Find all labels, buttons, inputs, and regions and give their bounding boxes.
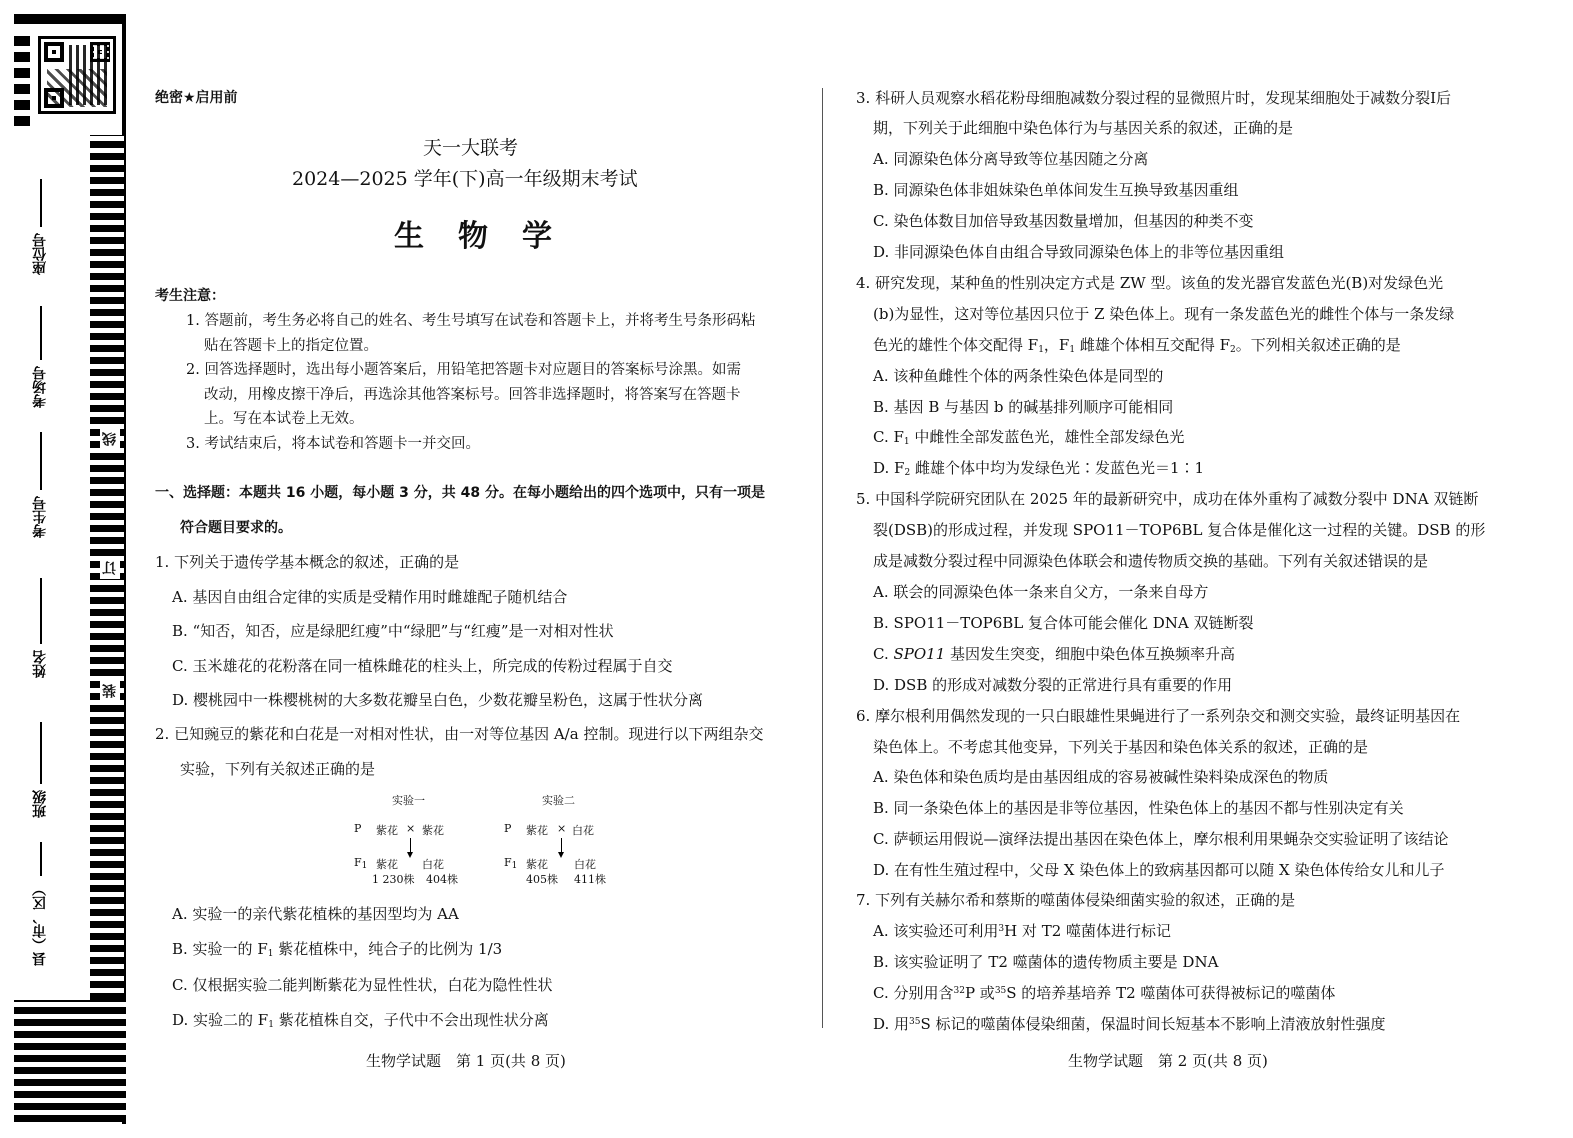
seal-mark-pack: 装 [100, 680, 120, 702]
exp2-f1-purple-count: 405株 [526, 873, 558, 886]
exp1-f1-white-count: 404株 [426, 873, 458, 886]
q4-option-b: B. 基因 B 与基因 b 的碱基排列顺序可能相同 [873, 398, 1174, 416]
name-label: 姓名 [32, 650, 48, 678]
exp1-f1-label: $F_1$ [354, 856, 368, 871]
exp1-f1-purple: 紫花 [376, 858, 398, 871]
exam-room-field[interactable] [30, 298, 50, 408]
exp2-f1-white-count: 411株 [574, 873, 606, 886]
class-field[interactable] [30, 700, 50, 818]
binding-top-bar [14, 14, 126, 24]
q1-option-b: B. “知否，知否，应是绿肥红瘦”中“绿肥”与“红瘦”是一对相对性状 [172, 622, 614, 640]
page-1-footer: 生物学试题 第 1 页(共 8 页) [366, 1052, 566, 1070]
qr-code-icon [38, 36, 116, 114]
q7-option-d: D. 用$^{35}$S 标记的噬菌体侵染细菌，保温时间长短基本不影响上清液放射性强度 [873, 1015, 1386, 1033]
binding-top-marks [14, 36, 30, 136]
q6-option-a: A. 染色体和染色质均是由基因组成的容易被碱性染料染成深色的物质 [873, 768, 1329, 786]
q6-option-b: B. 同一条染色体上的基因是非等位基因，性染色体上的基因不都与性别决定有关 [873, 799, 1404, 817]
exam-org: 天一大联考 [423, 137, 519, 159]
q2-option-c: C. 仅根据实验二能判断紫花为显性性状，白花为隐性性状 [172, 976, 553, 994]
class-label: 班级 [32, 790, 48, 818]
q2-stem-1: 2. 已知豌豆的紫花和白花是一对相对性状，由一对等位基因 A/a 控制。现进行以下两组杂交 [155, 725, 764, 743]
exp2-f1-purple: 紫花 [526, 858, 548, 871]
notice-item-2b: 改动，用橡皮擦干净后，再选涂其他答案标号。回答非选择题时，将答案写在答题卡 [204, 387, 741, 403]
exp1-cross: × [406, 822, 416, 835]
binding-strip [0, 0, 140, 1138]
q1-option-d: D. 樱桃园中一株樱桃树的大多数花瓣呈白色，少数花瓣呈粉色，这属于性状分离 [172, 691, 704, 709]
q4-stem-1: 4. 研究发现，某种鱼的性别决定方式是 ZW 型。该鱼的发光器官发蓝色光(B)对发绿色光 [856, 274, 1444, 292]
q7-option-c: C. 分别用含$^{32}$P 或$^{35}$S 的培养基培养 T2 噬菌体可获得被标记的噬菌体 [873, 984, 1336, 1002]
exp1-label: 实验一 [392, 794, 425, 807]
exp2-label: 实验二 [542, 794, 575, 807]
seal-mark-bind: 订 [100, 557, 120, 579]
q6-stem-2: 染色体上。不考虑其他变异，下列关于基因和染色体关系的叙述，正确的是 [873, 738, 1369, 756]
q5-option-d: D. DSB 的形成对减数分裂的正常进行具有重要的作用 [873, 676, 1233, 694]
exp2-cross: × [557, 822, 567, 835]
q4-option-c: C. $F_1$ 中雌性全部发蓝色光，雄性全部发绿色光 [873, 428, 1185, 447]
q7-stem: 7. 下列有关赫尔希和蔡斯的噬菌体侵染细菌实验的叙述，正确的是 [856, 891, 1296, 909]
notice-title: 考生注意： [155, 288, 225, 304]
section-heading-cont: 符合题目要求的。 [180, 520, 292, 536]
exp1-f1-purple-count: 1 230株 [372, 873, 415, 886]
seal-mark-line: 线 [100, 428, 120, 450]
q5-option-c: C. SPO11 基因发生突变，细胞中染色体互换频率升高 [873, 645, 1236, 663]
notice-item-1a: 1. 答题前，考生务必将自己的姓名、考生号填写在试卷和答题卡上，并将考生号条形码粘 [186, 313, 756, 329]
exp2-f1-label: $F_1$ [504, 856, 518, 871]
exp1-arrow-icon [410, 838, 411, 856]
exp2-p-white: 白花 [572, 824, 594, 837]
county-label: 县（市、区） [32, 882, 48, 966]
subject-title: 生 物 学 [394, 219, 554, 254]
county-field[interactable] [30, 838, 50, 966]
q4-option-a: A. 该种鱼雌性个体的两条性染色体是同型的 [873, 367, 1164, 385]
column-divider [822, 88, 823, 1028]
q6-option-d: D. 在有性生殖过程中，父母 X 染色体上的致病基因都可以随 X 染色体传给女儿和儿子 [873, 861, 1445, 879]
q3-stem-1: 3. 科研人员观察水稻花粉母细胞减数分裂过程的显微照片时，发现某细胞处于减数分裂Ⅰ后 [856, 89, 1452, 107]
exam-room-label: 考场号 [32, 366, 48, 408]
notice-item-3: 3. 考试结束后，将本试卷和答题卡一并交回。 [186, 436, 480, 452]
q2-option-d: D. 实验二的 $F_1$ 紫花植株自交，子代中不会出现性状分离 [172, 1011, 549, 1030]
q5-stem-1: 5. 中国科学院研究团队在 2025 年的最新研究中，成功在体外重构了减数分裂中 DNA 双链断 [856, 490, 1479, 508]
notice-item-2c: 上。写在本试卷上无效。 [204, 411, 364, 427]
name-field[interactable] [30, 560, 50, 678]
exp1-p-purple-1: 紫花 [376, 824, 398, 837]
q7-option-b: B. 该实验证明了 T2 噬菌体的遗传物质主要是 DNA [873, 953, 1219, 971]
q6-option-c: C. 萨顿运用假说—演绎法提出基因在染色体上，摩尔根利用果蝇杂交实验证明了该结论 [873, 830, 1449, 848]
q6-stem-1: 6. 摩尔根利用偶然发现的一只白眼雄性果蝇进行了一系列杂交和测交实验，最终证明基因在 [856, 707, 1461, 725]
q3-stem-2: 期，下列关于此细胞中染色体行为与基因关系的叙述，正确的是 [873, 119, 1294, 137]
seat-number-field[interactable] [30, 175, 50, 275]
exp1-p-purple-2: 紫花 [422, 824, 444, 837]
q1-option-a: A. 基因自由组合定律的实质是受精作用时雌雄配子随机结合 [172, 588, 568, 606]
q2-option-b: B. 实验一的 $F_1$ 紫花植株中，纯合子的比例为 1/3 [172, 940, 503, 959]
notice-item-2a: 2. 回答选择题时，选出每小题答案后，用铅笔把答题卡对应题目的答案标号涂黑。如需 [186, 362, 741, 378]
q3-option-b: B. 同源染色体非姐妹染色单体间发生互换导致基因重组 [873, 181, 1239, 199]
q1-stem: 1. 下列关于遗传学基本概念的叙述，正确的是 [155, 553, 460, 571]
q7-option-a: A. 该实验还可利用$^3$H 对 T2 噬菌体进行标记 [873, 922, 1172, 940]
q2-stem-2: 实验，下列有关叙述正确的是 [180, 760, 376, 778]
secret-label: 绝密★启用前 [155, 90, 238, 106]
exp2-p-label: P [504, 822, 512, 835]
q3-option-a: A. 同源染色体分离导致等位基因随之分离 [873, 150, 1149, 168]
seat-number-label: 座位号 [32, 233, 48, 275]
q3-option-c: C. 染色体数目加倍导致基因数量增加，但基因的种类不变 [873, 212, 1254, 230]
q5-stem-3: 成是减数分裂过程中同源染色体联会和遗传物质交换的基础。下列有关叙述错误的是 [873, 552, 1429, 570]
q4-option-d: D. $F_2$ 雌雄个体中均为发绿色光∶发蓝色光＝1∶1 [873, 459, 1205, 478]
exp1-f1-white: 白花 [422, 858, 444, 871]
q5-option-a: A. 联会的同源染色体一条来自父方，一条来自母方 [873, 583, 1209, 601]
q3-option-d: D. 非同源染色体自由组合导致同源染色体上的非等位基因重组 [873, 243, 1285, 261]
exam-title: 2024—2025 学年(下)高一年级期末考试 [292, 168, 638, 190]
q4-stem-2: (b)为显性，这对等位基因只位于 Z 染色体上。现有一条发蓝色光的雌性个体与一条发绿 [873, 305, 1455, 323]
q5-stem-2: 裂(DSB)的形成过程，并发现 SPO11－TOP6BL 复合体是催化这一过程的关键。DSB 的形 [873, 521, 1486, 539]
notice-item-1b: 贴在答题卡上的指定位置。 [204, 338, 378, 354]
cross-diagram [346, 788, 616, 888]
exp2-f1-white: 白花 [574, 858, 596, 871]
exp1-p-label: P [354, 822, 362, 835]
exp2-p-purple: 紫花 [526, 824, 548, 837]
student-number-field[interactable] [30, 420, 50, 538]
page-2-footer: 生物学试题 第 2 页(共 8 页) [1068, 1052, 1268, 1070]
section-heading: 一、选择题：本题共 16 小题，每小题 3 分，共 48 分。在每小题给出的四个选项中，只有一项是 [155, 485, 765, 501]
student-number-label: 考生号 [32, 496, 48, 538]
q4-stem-3: 色光的雄性个体交配得 $F_1$，$F_1$ 雌雄个体相互交配得 $F_2$。下列相关叙述正确的是 [873, 336, 1401, 355]
exp2-arrow-icon [561, 838, 562, 856]
q2-option-a: A. 实验一的亲代紫花植株的基因型均为 AA [172, 905, 459, 923]
binding-bottom-stripes [14, 1000, 126, 1122]
q5-option-b: B. SPO11－TOP6BL 复合体可能会催化 DNA 双链断裂 [873, 614, 1254, 632]
q1-option-c: C. 玉米雄花的花粉落在同一植株雌花的柱头上，所完成的传粉过程属于自交 [172, 657, 673, 675]
